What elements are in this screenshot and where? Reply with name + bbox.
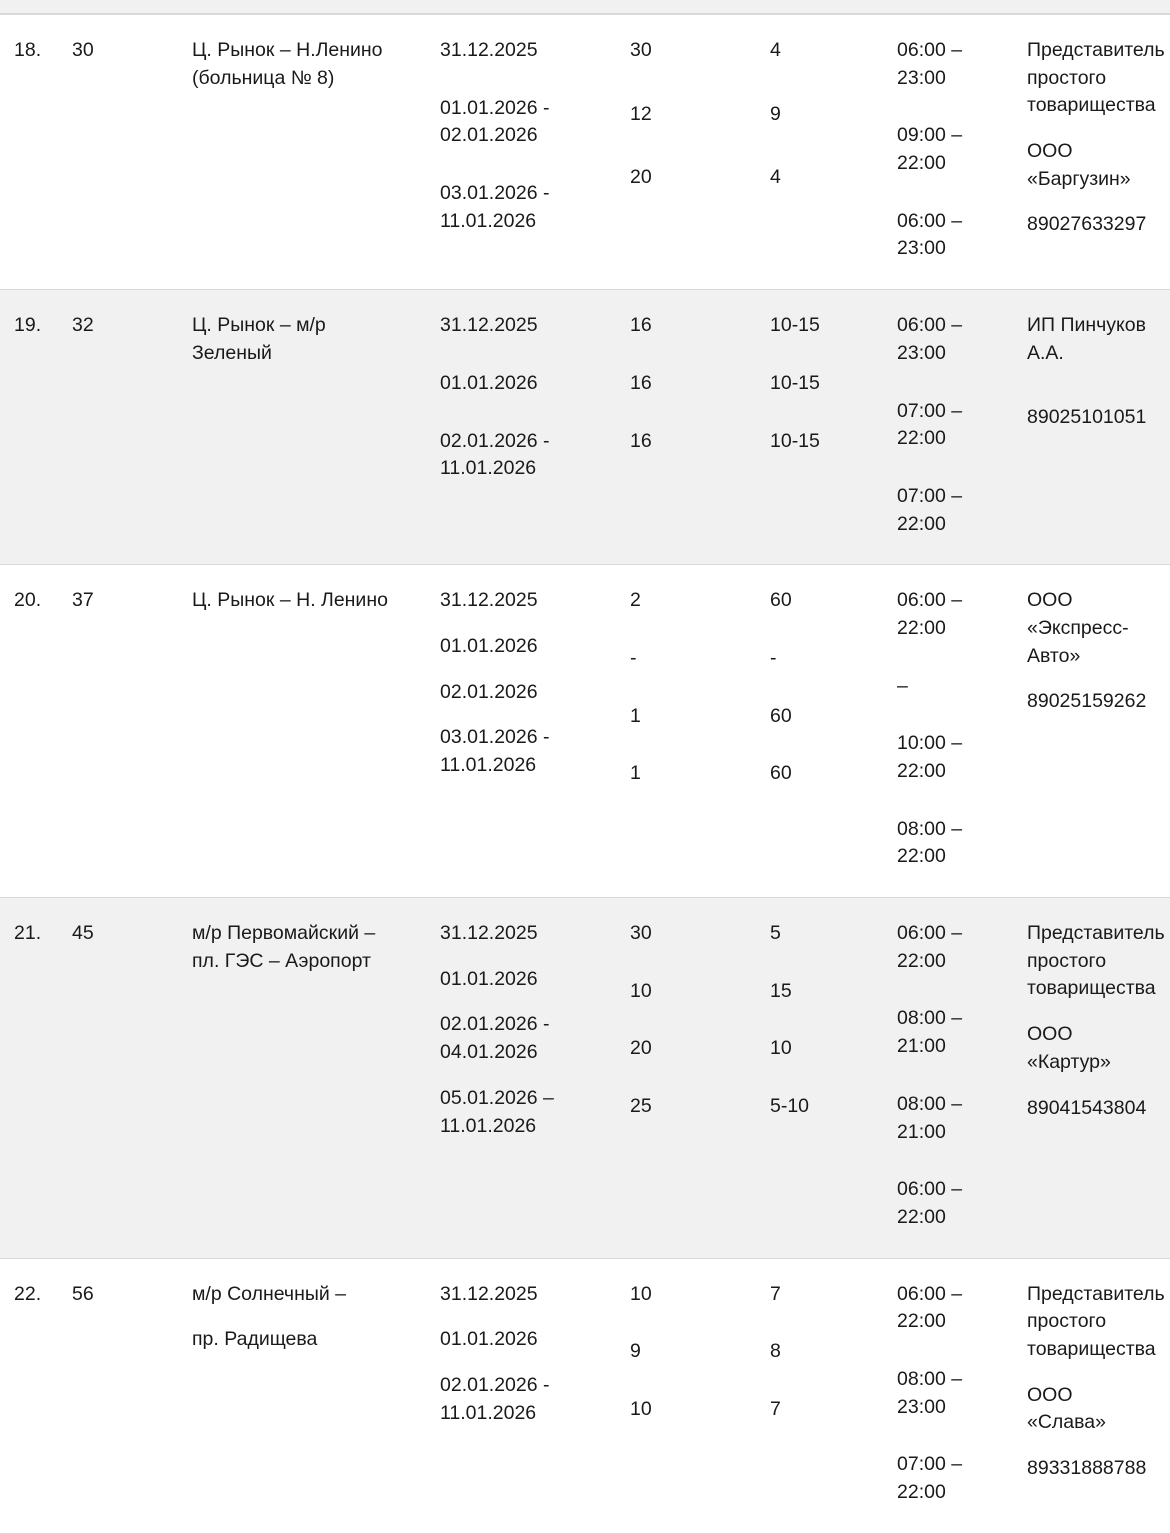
interval: 60 (770, 589, 792, 612)
bus-count: 20 (630, 166, 652, 189)
row-index: 22. (0, 1258, 58, 1533)
date-ranges (426, 898, 616, 1259)
bus-count: 12 (630, 102, 652, 125)
working-hours: 06:00 – 23:00 (897, 314, 963, 364)
bus-count-list (616, 1258, 756, 1533)
bus-count: 16 (630, 371, 652, 394)
carrier-phone: 89025101051 (1027, 405, 1147, 428)
date-group: 03.01.2026 - 11.01.2026 (440, 726, 550, 776)
carrier-type: Представитель простого товарищества (1027, 39, 1165, 117)
route-name-line: Зеленый (192, 341, 272, 364)
interval-list (756, 15, 883, 290)
working-hours: 06:00 – 23:00 (897, 209, 963, 260)
bus-count-list (616, 898, 756, 1259)
carrier-type: ООО «Экспресс- Авто» (1027, 589, 1129, 667)
date-group: 31.12.2025 (440, 1282, 538, 1305)
working-hours-list (883, 1258, 1013, 1533)
table-row (0, 898, 1170, 1259)
interval: 10 (770, 1037, 792, 1060)
carrier-info (1013, 565, 1170, 898)
date-group: 01.01.2026 (440, 1328, 538, 1351)
working-hours: 08:00 – 21:00 (897, 1092, 963, 1143)
interval: 5 (770, 922, 781, 945)
working-hours: 08:00 – 21:00 (897, 1007, 963, 1058)
interval: 15 (770, 979, 792, 1002)
working-hours: 07:00 – 22:00 (897, 1453, 963, 1503)
working-hours: 08:00 – 23:00 (897, 1367, 963, 1418)
date-line: 31.12.2025 (440, 39, 538, 61)
interval: 60 (770, 704, 792, 727)
working-hours: 07:00 – 22:00 (897, 484, 963, 535)
carrier-phone: 89025159262 (1027, 690, 1147, 713)
interval: 9 (770, 102, 781, 125)
working-hours: 06:00 – 22:00 (897, 1178, 963, 1228)
working-hours-list (883, 15, 1013, 290)
working-hours: 06:00 – 22:00 (897, 1282, 963, 1333)
route-name-line: м/р Солнечный – (192, 1282, 347, 1305)
date-group: 01.01.2026 (440, 967, 538, 990)
interval: 10-15 (770, 429, 820, 452)
bus-count-list (616, 290, 756, 565)
date-group: 02.01.2026 - 11.01.2026 (440, 1373, 550, 1424)
route-name (178, 898, 426, 1259)
route-name (178, 565, 426, 898)
bus-schedule-table (0, 14, 1170, 1534)
carrier-info (1013, 15, 1170, 290)
table-row (0, 15, 1170, 290)
interval: - (770, 646, 777, 669)
bus-count: 30 (630, 39, 652, 61)
working-hours: 09:00 – 22:00 (897, 124, 963, 175)
interval: 4 (770, 39, 781, 61)
route-name-line: пр. Радищева (192, 1328, 318, 1351)
working-hours: 08:00 – 22:00 (897, 817, 963, 868)
route-number: 30 (58, 15, 178, 290)
row-index: 18. (0, 15, 58, 290)
interval-list (756, 290, 883, 565)
interval: 5-10 (770, 1095, 810, 1118)
carrier-phone: 89041543804 (1027, 1096, 1147, 1119)
date-line: 02.01.2026 (440, 124, 538, 147)
working-hours: 07:00 – 22:00 (897, 399, 963, 450)
date-group: 02.01.2026 - 11.01.2026 (440, 429, 550, 480)
working-hours: 06:00 – 22:00 (897, 589, 963, 639)
table-top-edge (0, 0, 1170, 14)
date-group (440, 180, 602, 235)
date-group: 31.12.2025 (440, 589, 538, 612)
route-number: 37 (58, 565, 178, 898)
date-group (440, 95, 602, 150)
date-group: 02.01.2026 - 04.01.2026 (440, 1013, 550, 1064)
carrier-info (1013, 290, 1170, 565)
date-line: 11.01.2026 (440, 209, 537, 232)
row-index: 20. (0, 565, 58, 898)
carrier-info (1013, 898, 1170, 1259)
date-group: 31.12.2025 (440, 314, 538, 337)
table-row (0, 290, 1170, 565)
working-hours: – (897, 674, 908, 697)
interval: 60 (770, 762, 792, 785)
date-group: 02.01.2026 (440, 680, 538, 703)
working-hours-list (883, 898, 1013, 1259)
date-ranges (426, 565, 616, 898)
working-hours-list (883, 565, 1013, 898)
route-name-line: Ц. Рынок – Н. Ленино (192, 589, 388, 612)
table-row (0, 1258, 1170, 1533)
row-index: 21. (0, 898, 58, 1259)
route-name (178, 290, 426, 565)
interval: 8 (770, 1340, 781, 1363)
carrier-info (1013, 1258, 1170, 1533)
bus-count: 25 (630, 1095, 652, 1118)
carrier-phone: 89027633297 (1027, 213, 1147, 236)
date-line: 01.01.2026 - (440, 96, 550, 119)
carrier-type: ИП Пинчуков А.А. (1027, 314, 1146, 364)
working-hours-list (883, 290, 1013, 565)
interval-list (756, 1258, 883, 1533)
date-group: 31.12.2025 (440, 922, 538, 945)
bus-count: 10 (630, 979, 652, 1002)
route-name (178, 15, 426, 290)
interval-list (756, 565, 883, 898)
bus-count: 2 (630, 589, 641, 612)
date-ranges (426, 290, 616, 565)
bus-count: 20 (630, 1037, 652, 1060)
route-number: 56 (58, 1258, 178, 1533)
route-number: 45 (58, 898, 178, 1259)
carrier-type: Представитель простого товарищества (1027, 922, 1165, 1000)
working-hours: 06:00 – 22:00 (897, 922, 963, 972)
interval: 10-15 (770, 314, 820, 337)
interval: 10-15 (770, 371, 820, 394)
bus-count: 1 (630, 704, 641, 727)
date-ranges (426, 1258, 616, 1533)
interval: 7 (770, 1397, 781, 1420)
date-group: 05.01.2026 – 11.01.2026 (440, 1086, 554, 1137)
carrier-org: ООО «Картур» (1027, 1023, 1111, 1073)
bus-count-list (616, 565, 756, 898)
bus-count: 16 (630, 429, 652, 452)
route-name-line: пл. ГЭС – Аэропорт (192, 949, 371, 972)
date-group: 01.01.2026 (440, 371, 538, 394)
bus-count-list (616, 15, 756, 290)
route-name (178, 1258, 426, 1533)
bus-count: - (630, 646, 637, 669)
carrier-org: ООО «Слава» (1027, 1383, 1106, 1434)
interval-list (756, 898, 883, 1259)
bus-count: 1 (630, 762, 641, 785)
bus-count: 30 (630, 922, 652, 945)
bus-count: 16 (630, 314, 652, 337)
bus-count: 9 (630, 1340, 641, 1363)
route-name-line: Ц. Рынок – м/р (192, 314, 326, 337)
route-name-line: м/р Первомайский – (192, 922, 376, 945)
route-name-line: (больница № 8) (192, 66, 335, 89)
interval: 4 (770, 166, 781, 189)
carrier-phone: 89331888788 (1027, 1457, 1147, 1479)
working-hours: 06:00 – 23:00 (897, 39, 963, 89)
carrier-org: ООО «Баргузин» (1027, 140, 1131, 190)
bus-count: 10 (630, 1397, 652, 1420)
bus-count: 10 (630, 1282, 652, 1305)
working-hours: 10:00 – 22:00 (897, 732, 963, 782)
interval: 7 (770, 1282, 781, 1305)
route-name-line: Ц. Рынок – Н.Ленино (192, 39, 383, 61)
row-index: 19. (0, 290, 58, 565)
date-ranges (426, 15, 616, 290)
carrier-type: Представитель простого товарищества (1027, 1282, 1165, 1360)
date-line: 03.01.2026 - (440, 182, 550, 205)
route-number: 32 (58, 290, 178, 565)
date-group (440, 37, 602, 65)
date-group: 01.01.2026 (440, 634, 538, 657)
table-row (0, 565, 1170, 898)
